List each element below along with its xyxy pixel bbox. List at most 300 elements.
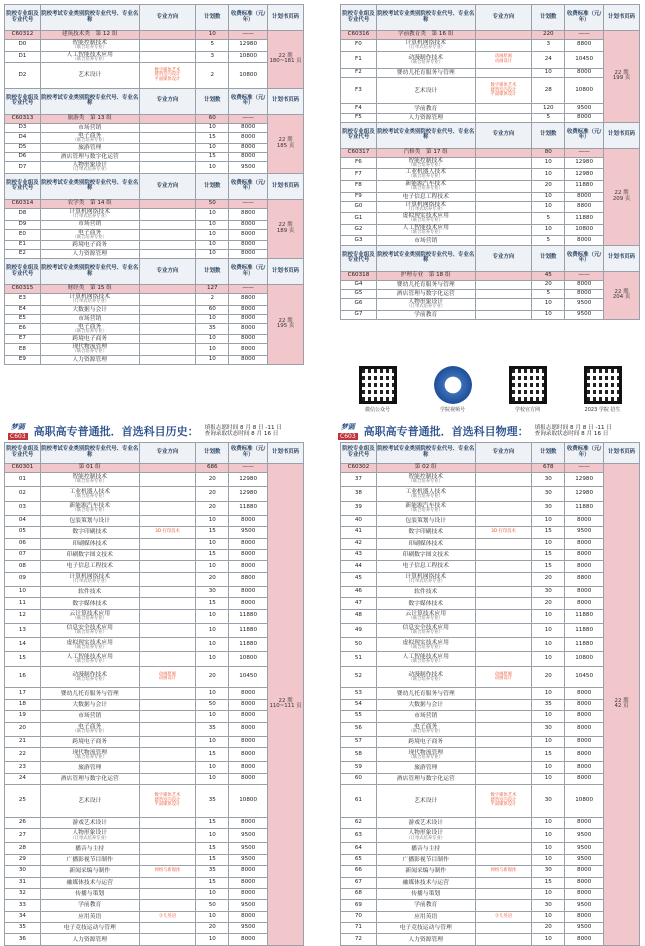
top-left-panel (4, 4, 304, 365)
tuition-fee: 8000 (229, 250, 268, 259)
major-name-text: 人力资源管理 (72, 251, 108, 258)
major-direction (139, 609, 196, 623)
major-name (376, 487, 475, 501)
major-name (40, 736, 139, 747)
tuition-fee: 8000 (229, 598, 268, 609)
table-row (341, 473, 640, 487)
history-group-table (4, 442, 304, 946)
tuition-fee: 9500 (229, 527, 268, 538)
group-count: 10 (196, 31, 229, 40)
table-row (341, 923, 640, 934)
major-direction (475, 157, 532, 169)
table-row (5, 549, 304, 560)
tuition-fee: 8000 (229, 314, 268, 323)
major-direction (475, 652, 532, 666)
table-row (5, 501, 304, 515)
tuition-fee: 8000 (565, 877, 604, 888)
major-direction (475, 666, 532, 688)
table-row (341, 817, 640, 828)
section-title: 高职高专普通批．首选科目历史： (33, 425, 199, 438)
major-name (376, 843, 475, 854)
group-count: 80 (532, 148, 565, 157)
plan-count: 15 (196, 549, 229, 560)
tuition-fee: 8000 (565, 113, 604, 122)
major-name-text: 广播影视节目制作 (66, 856, 113, 863)
plan-count: 20 (532, 180, 565, 192)
major-name-text: 婴幼儿托育服务与管理 (60, 690, 119, 697)
major-direction (475, 722, 532, 736)
plan-count: 10 (196, 335, 229, 344)
major-name (376, 280, 475, 289)
tuition-fee: 8000 (565, 549, 604, 560)
major-name-text: 人工智能技术应用 (66, 653, 113, 660)
group-title: 汽修类 第 17 组 (376, 148, 475, 157)
plan-count: 15 (532, 549, 565, 560)
table-row (341, 169, 640, 181)
major-code: 51 (341, 652, 377, 666)
major-name-text: 软件技术 (78, 589, 102, 596)
major-name (376, 40, 475, 52)
plan-count: 3 (532, 40, 565, 52)
tuition-fee: 8000 (229, 586, 268, 597)
plan-count: 10 (196, 762, 229, 773)
group-row (5, 464, 304, 473)
major-name (40, 623, 139, 637)
major-direction (475, 104, 532, 113)
major-direction (475, 934, 532, 945)
qr-code-bar (340, 366, 640, 418)
major-name (376, 911, 475, 922)
major-note: （订单式培养专业） (406, 206, 446, 212)
major-name (40, 323, 139, 335)
major-name (40, 229, 139, 241)
group-title: 第 02 组 (376, 464, 475, 473)
table-row (341, 213, 640, 225)
tuition-fee: 8000 (565, 538, 604, 549)
major-name-text: 电子商务 (78, 723, 102, 730)
group-fee: —— (565, 148, 604, 157)
major-name-text: 新闻采编与制作 (405, 868, 446, 875)
qr-video[interactable] (434, 366, 472, 413)
major-name (376, 192, 475, 201)
group-count: 686 (196, 464, 229, 473)
major-direction (475, 180, 532, 192)
column-header: 收费标准（元/年） (565, 245, 604, 271)
major-code: 03 (5, 501, 41, 515)
major-code: 02 (5, 487, 41, 501)
major-note: （订单式培养专业） (406, 45, 446, 51)
qr-caption: 微信公众号 (364, 407, 390, 413)
major-direction (475, 817, 532, 828)
major-note: （订单式培养专业） (70, 214, 110, 220)
plan-count: 20 (196, 666, 229, 688)
major-code: F9 (341, 192, 377, 201)
plan-count: 30 (196, 586, 229, 597)
major-code: 52 (341, 666, 377, 688)
plan-count: 5 (532, 289, 565, 298)
tuition-fee: 10800 (229, 652, 268, 666)
major-name-text: 旅游管理 (78, 145, 102, 152)
plan-count: 35 (196, 866, 229, 877)
major-name (40, 900, 139, 911)
major-direction (475, 473, 532, 487)
major-name-text: 软件技术 (414, 589, 438, 596)
major-direction (139, 40, 196, 52)
major-code: 56 (341, 722, 377, 736)
major-name-text: 传播与策划 (75, 891, 105, 898)
major-name-text: 大数据与会计 (408, 701, 444, 708)
major-name-text: 计算机网络技术 (405, 574, 446, 581)
major-code: D0 (5, 40, 41, 52)
direction-item: 网络与新媒体 (154, 868, 181, 874)
group-code: C60317 (341, 148, 377, 157)
table-row (5, 866, 304, 877)
major-name (376, 888, 475, 899)
plan-page: 22 期 204 页 (604, 271, 640, 319)
major-code: G0 (341, 201, 377, 213)
major-direction (475, 911, 532, 922)
tuition-fee: 8000 (229, 722, 268, 736)
major-direction (475, 711, 532, 722)
fill-time: 填报志愿时间 8 月 8 日 -11 日 (534, 424, 612, 431)
direction-item: 平面媒体设计 (490, 92, 517, 98)
major-code: F5 (341, 113, 377, 122)
major-name-text: 云计算技术应用 (405, 611, 446, 618)
major-direction (139, 229, 196, 241)
table-row (341, 699, 640, 710)
table-row (341, 487, 640, 501)
plan-count: 35 (532, 699, 565, 710)
major-code: 27 (5, 829, 41, 843)
group-fee: —— (229, 114, 268, 123)
major-direction (139, 762, 196, 773)
major-name (376, 549, 475, 560)
qr-enroll[interactable] (584, 366, 622, 413)
major-code: 04 (5, 515, 41, 526)
tuition-fee: 8800 (565, 572, 604, 586)
major-code: E5 (5, 314, 41, 323)
tuition-fee: 8000 (229, 132, 268, 144)
tuition-fee: 9500 (565, 900, 604, 911)
plan-count: 10 (532, 711, 565, 722)
major-name (40, 220, 139, 229)
plan-count: 10 (532, 829, 565, 843)
group-fee: —— (229, 31, 268, 40)
table-row (341, 180, 640, 192)
major-note: （联合培养专业） (408, 507, 443, 513)
plan-count: 15 (532, 527, 565, 538)
plan-count: 10 (196, 829, 229, 843)
major-direction (475, 736, 532, 747)
major-code: G6 (341, 299, 377, 311)
major-code: F1 (341, 51, 377, 68)
major-code: 29 (5, 854, 41, 865)
plan-page: 22 期 110~111 页 (268, 464, 304, 946)
column-header: 计划数 (196, 5, 229, 31)
major-note: （联合培养专业） (72, 45, 107, 51)
major-name-text: 现代物流管理 (408, 749, 444, 756)
major-direction (139, 934, 196, 945)
column-header: 计划数 (532, 245, 565, 271)
major-name-text: 艺术设计 (414, 797, 438, 804)
major-name-text: 新能源汽车技术 (69, 502, 110, 509)
major-name-text: 电子商务 (78, 229, 102, 236)
tuition-fee: 10450 (565, 51, 604, 68)
plan-count: 30 (532, 900, 565, 911)
major-name-text: 大数据与会计 (72, 701, 108, 708)
tuition-fee: 8000 (565, 888, 604, 899)
column-header: 院校考试专业类别院校专业代号、专业名称 (40, 443, 139, 464)
major-direction (475, 688, 532, 699)
tuition-fee: 8000 (229, 773, 268, 784)
table-row (341, 78, 640, 104)
major-note: （联合培养专业） (72, 676, 107, 682)
table-row (5, 335, 304, 344)
major-name-text: 酒店管理与数字化运营 (396, 776, 455, 782)
major-direction (475, 289, 532, 298)
major-name-text: 计算机网络技术 (69, 208, 110, 215)
major-name-text: 传播与策划 (411, 891, 441, 898)
column-header: 计划数 (532, 5, 565, 31)
plan-count: 30 (532, 785, 565, 817)
tuition-fee: 8000 (229, 688, 268, 699)
major-note: （订单式培养专业） (70, 579, 110, 585)
group-title: 农学类 第 14 组 (40, 199, 139, 208)
table-row (341, 586, 640, 597)
major-name (376, 877, 475, 888)
plan-count: 10 (532, 157, 565, 169)
major-code: F4 (341, 104, 377, 113)
major-name (40, 549, 139, 560)
major-direction (475, 280, 532, 289)
column-header: 院校专业组及专业代号 (5, 5, 41, 31)
major-name (376, 69, 475, 78)
major-direction (139, 598, 196, 609)
major-name-text: 学前教育 (414, 105, 438, 112)
major-name (376, 711, 475, 722)
major-code: G4 (341, 280, 377, 289)
major-name (40, 153, 139, 162)
major-name (40, 652, 139, 666)
major-code: D8 (5, 208, 41, 220)
group-direction (475, 271, 532, 280)
major-name-text: 旅游管理 (414, 764, 438, 771)
major-name-text: 市场营销 (78, 315, 102, 322)
major-name (40, 294, 139, 306)
major-name (376, 586, 475, 597)
major-direction (475, 78, 532, 104)
major-name (376, 652, 475, 666)
group-row (341, 148, 640, 157)
plan-count: 5 (532, 236, 565, 245)
plan-count: 15 (532, 561, 565, 572)
plan-count: 10 (532, 817, 565, 828)
direction-item: 3D 打印技术 (491, 529, 516, 535)
major-name (376, 51, 475, 68)
tuition-fee: 8000 (565, 598, 604, 609)
tuition-fee: 8000 (229, 736, 268, 747)
column-header: 计划书页码 (604, 443, 640, 464)
plan-page: 22 期 195 页 (268, 285, 304, 365)
major-direction (139, 699, 196, 710)
major-note: （联合培养专业） (72, 616, 107, 622)
major-name (376, 748, 475, 762)
plan-count: 30 (532, 473, 565, 487)
major-note: （联合培养专业） (72, 56, 107, 62)
major-name (40, 144, 139, 153)
qr-caption: 学院视频号 (439, 407, 465, 413)
major-name-text: 数字印刷技术 (408, 529, 444, 536)
group-row (5, 199, 304, 208)
major-direction (475, 773, 532, 784)
major-direction (475, 236, 532, 245)
major-name (40, 934, 139, 945)
tuition-fee: 8000 (229, 220, 268, 229)
plan-count: 20 (196, 501, 229, 515)
major-code: F7 (341, 169, 377, 181)
major-direction (139, 250, 196, 259)
major-code: E2 (5, 250, 41, 259)
major-direction (139, 911, 196, 922)
major-direction (475, 762, 532, 773)
major-name (376, 854, 475, 865)
table-row (5, 63, 304, 89)
column-header: 计划书页码 (268, 88, 304, 114)
table-row (5, 666, 304, 688)
table-row (341, 666, 640, 688)
table-row (341, 236, 640, 245)
major-code: 25 (5, 785, 41, 817)
column-header: 计划书页码 (268, 5, 304, 31)
major-note: （订单式培养专业） (70, 299, 110, 305)
tuition-fee: 8000 (565, 586, 604, 597)
major-code: 24 (5, 773, 41, 784)
tuition-fee: 8000 (229, 866, 268, 877)
major-direction (475, 538, 532, 549)
plan-count: 10 (532, 736, 565, 747)
header-row (341, 5, 640, 31)
column-header: 院校考试专业类别院校专业代号、专业名称 (40, 5, 139, 31)
major-name-text: 虚拟现实技术应用 (402, 639, 449, 646)
major-name (40, 561, 139, 572)
group-fee: —— (565, 464, 604, 473)
major-direction (475, 888, 532, 899)
major-direction (139, 527, 196, 538)
major-code: 49 (341, 623, 377, 637)
tuition-fee: 9500 (565, 854, 604, 865)
plan-count: 10 (532, 623, 565, 637)
major-name-text: 电子信息工程技术 (402, 193, 449, 200)
tuition-fee: 12980 (229, 473, 268, 487)
major-name-text: 婴幼儿托育服务与管理 (396, 281, 455, 288)
tuition-fee: 9500 (229, 900, 268, 911)
tuition-fee: 8000 (565, 561, 604, 572)
query-time: 查询录取状态时间 8 月 16 日 (204, 431, 279, 437)
qr-code-icon (359, 366, 397, 404)
plan-count: 10 (532, 854, 565, 865)
table-row (5, 123, 304, 132)
tuition-fee: 8000 (565, 280, 604, 289)
qr-website[interactable] (509, 366, 547, 413)
major-name (40, 473, 139, 487)
plan-count: 10 (196, 344, 229, 356)
tuition-fee: 11880 (229, 609, 268, 623)
table-row (341, 854, 640, 865)
major-direction (139, 854, 196, 865)
major-note: （联合培养专业） (408, 162, 443, 168)
major-name-text: 人工智能技术应用 (402, 653, 449, 660)
major-name (40, 250, 139, 259)
tuition-fee: 8800 (229, 294, 268, 306)
table-row (5, 598, 304, 609)
major-name (40, 699, 139, 710)
group-title: 护理专业 第 18 组 (376, 271, 475, 280)
table-row (5, 829, 304, 843)
major-direction (139, 748, 196, 762)
section-logo (338, 422, 358, 440)
table-row (5, 652, 304, 666)
tuition-fee: 8000 (565, 192, 604, 201)
major-name-text: 市场营销 (414, 237, 438, 244)
major-note: （订单式培养专业） (406, 304, 446, 310)
table-row (5, 877, 304, 888)
major-code: F3 (341, 78, 377, 104)
tuition-fee: 8000 (229, 229, 268, 241)
plan-count: 10 (196, 623, 229, 637)
plan-count: 2 (196, 294, 229, 306)
plan-count: 2 (196, 63, 229, 89)
major-name-text: 学前教育 (414, 902, 438, 909)
major-note: （联合培养专业） (408, 658, 443, 664)
tuition-fee: 8000 (229, 817, 268, 828)
tuition-fee: 8000 (565, 236, 604, 245)
major-code: 39 (341, 501, 377, 515)
plan-count: 10 (196, 220, 229, 229)
major-name (376, 762, 475, 773)
plan-count: 35 (196, 323, 229, 335)
major-code: 01 (5, 473, 41, 487)
header-row (341, 443, 640, 464)
major-name (40, 344, 139, 356)
major-direction (475, 900, 532, 911)
major-name-text: 数字媒体技术 (408, 600, 444, 607)
table-row (5, 773, 304, 784)
column-header: 院校专业组及专业代号 (5, 173, 41, 199)
major-name (40, 854, 139, 865)
major-direction (475, 623, 532, 637)
major-name (376, 201, 475, 213)
major-name (376, 572, 475, 586)
table-row (5, 900, 304, 911)
major-code: F2 (341, 69, 377, 78)
section-title: 高职高专普通批．首选科目物理： (363, 425, 529, 438)
major-code: 21 (5, 736, 41, 747)
major-direction (475, 586, 532, 597)
major-name (40, 208, 139, 220)
tuition-fee: 8000 (565, 722, 604, 736)
major-name-text: 电子信息工程技术 (402, 563, 449, 570)
column-header: 院校考试专业类别院校专业代号、专业名称 (40, 88, 139, 114)
major-note: （订单式培养专业） (70, 167, 110, 173)
major-code: 60 (341, 773, 377, 784)
qr-wechat[interactable] (359, 366, 397, 413)
table-row (341, 598, 640, 609)
major-name-text: 虚拟现实技术应用 (402, 213, 449, 220)
major-code: 18 (5, 699, 41, 710)
major-name (40, 314, 139, 323)
major-name (376, 213, 475, 225)
major-name-text: 计算机网络技术 (69, 574, 110, 581)
